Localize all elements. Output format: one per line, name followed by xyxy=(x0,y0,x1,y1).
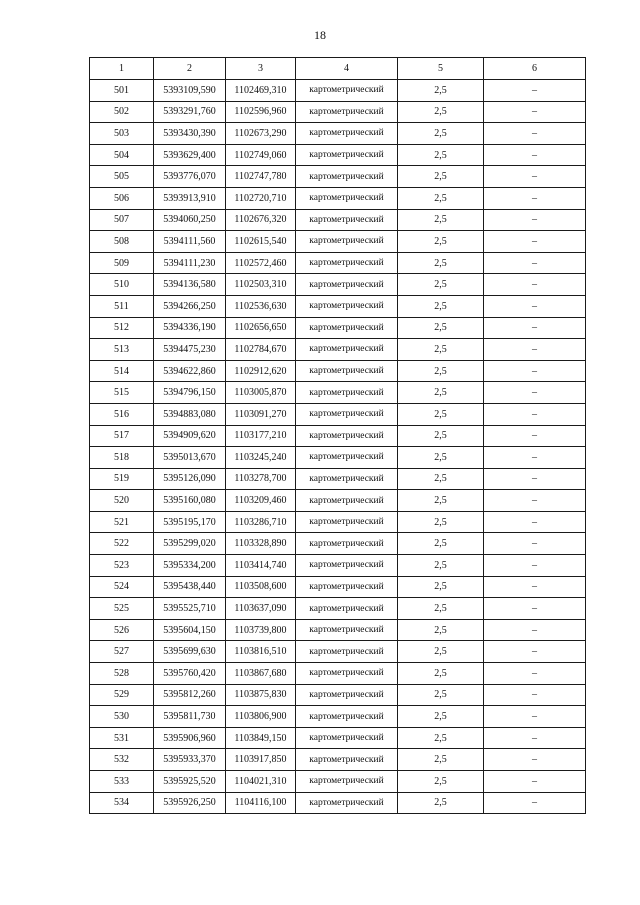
method-cell: картометрический xyxy=(296,339,398,361)
table-row xyxy=(90,468,586,490)
x-coordinate-cell: 5395195,170 xyxy=(154,511,226,533)
method-cell: картометрический xyxy=(296,295,398,317)
accuracy-cell: 2,5 xyxy=(398,317,484,339)
note-cell: – xyxy=(484,684,586,706)
header-row xyxy=(90,58,586,80)
x-coordinate-cell: 5394060,250 xyxy=(154,209,226,231)
accuracy-cell: 2,5 xyxy=(398,166,484,188)
column-header-6: 6 xyxy=(484,58,586,80)
y-coordinate-cell: 1103414,740 xyxy=(226,555,296,577)
table-row xyxy=(90,187,586,209)
method-cell: картометрический xyxy=(296,511,398,533)
y-coordinate-cell: 1104116,100 xyxy=(226,792,296,814)
x-coordinate-cell: 5395933,370 xyxy=(154,749,226,771)
y-coordinate-cell: 1102673,290 xyxy=(226,123,296,145)
method-cell: картометрический xyxy=(296,727,398,749)
accuracy-cell: 2,5 xyxy=(398,209,484,231)
table-row xyxy=(90,360,586,382)
point-number-cell: 510 xyxy=(90,274,154,296)
point-number-cell: 504 xyxy=(90,144,154,166)
note-cell: – xyxy=(484,209,586,231)
method-cell: картометрический xyxy=(296,576,398,598)
note-cell: – xyxy=(484,274,586,296)
accuracy-cell: 2,5 xyxy=(398,555,484,577)
table-row xyxy=(90,382,586,404)
y-coordinate-cell: 1103875,830 xyxy=(226,684,296,706)
note-cell: – xyxy=(484,555,586,577)
x-coordinate-cell: 5394136,580 xyxy=(154,274,226,296)
method-cell: картометрический xyxy=(296,641,398,663)
accuracy-cell: 2,5 xyxy=(398,511,484,533)
accuracy-cell: 2,5 xyxy=(398,144,484,166)
point-number-cell: 523 xyxy=(90,555,154,577)
note-cell: – xyxy=(484,166,586,188)
y-coordinate-cell: 1103209,460 xyxy=(226,490,296,512)
method-cell: картометрический xyxy=(296,771,398,793)
method-cell: картометрический xyxy=(296,706,398,728)
accuracy-cell: 2,5 xyxy=(398,576,484,598)
point-number-cell: 530 xyxy=(90,706,154,728)
accuracy-cell: 2,5 xyxy=(398,231,484,253)
point-number-cell: 513 xyxy=(90,339,154,361)
table-row xyxy=(90,209,586,231)
accuracy-cell: 2,5 xyxy=(398,425,484,447)
accuracy-cell: 2,5 xyxy=(398,619,484,641)
method-cell: картометрический xyxy=(296,403,398,425)
x-coordinate-cell: 5395926,250 xyxy=(154,792,226,814)
column-header-2: 2 xyxy=(154,58,226,80)
x-coordinate-cell: 5393629,400 xyxy=(154,144,226,166)
x-coordinate-cell: 5394111,230 xyxy=(154,252,226,274)
column-header-5: 5 xyxy=(398,58,484,80)
table-row xyxy=(90,641,586,663)
y-coordinate-cell: 1102503,310 xyxy=(226,274,296,296)
x-coordinate-cell: 5395334,200 xyxy=(154,555,226,577)
point-number-cell: 512 xyxy=(90,317,154,339)
accuracy-cell: 2,5 xyxy=(398,749,484,771)
y-coordinate-cell: 1102784,670 xyxy=(226,339,296,361)
note-cell: – xyxy=(484,425,586,447)
point-number-cell: 525 xyxy=(90,598,154,620)
note-cell: – xyxy=(484,533,586,555)
point-number-cell: 509 xyxy=(90,252,154,274)
y-coordinate-cell: 1103739,800 xyxy=(226,619,296,641)
point-number-cell: 516 xyxy=(90,403,154,425)
method-cell: картометрический xyxy=(296,80,398,102)
y-coordinate-cell: 1102749,060 xyxy=(226,144,296,166)
method-cell: картометрический xyxy=(296,663,398,685)
method-cell: картометрический xyxy=(296,101,398,123)
x-coordinate-cell: 5395906,960 xyxy=(154,727,226,749)
note-cell: – xyxy=(484,447,586,469)
x-coordinate-cell: 5393291,760 xyxy=(154,101,226,123)
table-row xyxy=(90,274,586,296)
note-cell: – xyxy=(484,641,586,663)
y-coordinate-cell: 1103849,150 xyxy=(226,727,296,749)
y-coordinate-cell: 1103005,870 xyxy=(226,382,296,404)
x-coordinate-cell: 5395438,440 xyxy=(154,576,226,598)
column-header-4: 4 xyxy=(296,58,398,80)
x-coordinate-cell: 5395811,730 xyxy=(154,706,226,728)
point-number-cell: 524 xyxy=(90,576,154,598)
note-cell: – xyxy=(484,360,586,382)
accuracy-cell: 2,5 xyxy=(398,447,484,469)
column-header-1: 1 xyxy=(90,58,154,80)
note-cell: – xyxy=(484,339,586,361)
table-row xyxy=(90,144,586,166)
point-number-cell: 515 xyxy=(90,382,154,404)
note-cell: – xyxy=(484,468,586,490)
method-cell: картометрический xyxy=(296,360,398,382)
x-coordinate-cell: 5394796,150 xyxy=(154,382,226,404)
table-row xyxy=(90,663,586,685)
y-coordinate-cell: 1102536,630 xyxy=(226,295,296,317)
accuracy-cell: 2,5 xyxy=(398,252,484,274)
table-row xyxy=(90,490,586,512)
x-coordinate-cell: 5394336,190 xyxy=(154,317,226,339)
table-row xyxy=(90,252,586,274)
y-coordinate-cell: 1103286,710 xyxy=(226,511,296,533)
coordinates-table xyxy=(89,57,586,814)
accuracy-cell: 2,5 xyxy=(398,80,484,102)
method-cell: картометрический xyxy=(296,447,398,469)
x-coordinate-cell: 5395812,260 xyxy=(154,684,226,706)
x-coordinate-cell: 5395299,020 xyxy=(154,533,226,555)
method-cell: картометрический xyxy=(296,598,398,620)
x-coordinate-cell: 5393430,390 xyxy=(154,123,226,145)
point-number-cell: 520 xyxy=(90,490,154,512)
y-coordinate-cell: 1102572,460 xyxy=(226,252,296,274)
note-cell: – xyxy=(484,317,586,339)
point-number-cell: 514 xyxy=(90,360,154,382)
y-coordinate-cell: 1102656,650 xyxy=(226,317,296,339)
table-header xyxy=(90,58,586,80)
note-cell: – xyxy=(484,727,586,749)
y-coordinate-cell: 1103508,600 xyxy=(226,576,296,598)
note-cell: – xyxy=(484,382,586,404)
table-row xyxy=(90,317,586,339)
accuracy-cell: 2,5 xyxy=(398,101,484,123)
method-cell: картометрический xyxy=(296,231,398,253)
point-number-cell: 521 xyxy=(90,511,154,533)
table-row xyxy=(90,619,586,641)
x-coordinate-cell: 5393776,070 xyxy=(154,166,226,188)
accuracy-cell: 2,5 xyxy=(398,663,484,685)
note-cell: – xyxy=(484,187,586,209)
point-number-cell: 526 xyxy=(90,619,154,641)
point-number-cell: 508 xyxy=(90,231,154,253)
table-row xyxy=(90,727,586,749)
method-cell: картометрический xyxy=(296,425,398,447)
method-cell: картометрический xyxy=(296,382,398,404)
note-cell: – xyxy=(484,749,586,771)
note-cell: – xyxy=(484,231,586,253)
x-coordinate-cell: 5394883,080 xyxy=(154,403,226,425)
table-row xyxy=(90,447,586,469)
accuracy-cell: 2,5 xyxy=(398,339,484,361)
accuracy-cell: 2,5 xyxy=(398,533,484,555)
note-cell: – xyxy=(484,706,586,728)
method-cell: картометрический xyxy=(296,187,398,209)
point-number-cell: 529 xyxy=(90,684,154,706)
note-cell: – xyxy=(484,598,586,620)
table-row xyxy=(90,231,586,253)
point-number-cell: 502 xyxy=(90,101,154,123)
y-coordinate-cell: 1103091,270 xyxy=(226,403,296,425)
x-coordinate-cell: 5394909,620 xyxy=(154,425,226,447)
x-coordinate-cell: 5395699,630 xyxy=(154,641,226,663)
point-number-cell: 534 xyxy=(90,792,154,814)
point-number-cell: 503 xyxy=(90,123,154,145)
note-cell: – xyxy=(484,101,586,123)
x-coordinate-cell: 5395604,150 xyxy=(154,619,226,641)
method-cell: картометрический xyxy=(296,619,398,641)
x-coordinate-cell: 5395760,420 xyxy=(154,663,226,685)
point-number-cell: 506 xyxy=(90,187,154,209)
method-cell: картометрический xyxy=(296,166,398,188)
accuracy-cell: 2,5 xyxy=(398,490,484,512)
y-coordinate-cell: 1103917,850 xyxy=(226,749,296,771)
y-coordinate-cell: 1103806,900 xyxy=(226,706,296,728)
y-coordinate-cell: 1103245,240 xyxy=(226,447,296,469)
method-cell: картометрический xyxy=(296,792,398,814)
point-number-cell: 511 xyxy=(90,295,154,317)
x-coordinate-cell: 5395160,080 xyxy=(154,490,226,512)
table-body xyxy=(90,80,586,814)
method-cell: картометрический xyxy=(296,123,398,145)
accuracy-cell: 2,5 xyxy=(398,123,484,145)
method-cell: картометрический xyxy=(296,274,398,296)
point-number-cell: 522 xyxy=(90,533,154,555)
table-row xyxy=(90,706,586,728)
x-coordinate-cell: 5395925,520 xyxy=(154,771,226,793)
accuracy-cell: 2,5 xyxy=(398,684,484,706)
x-coordinate-cell: 5394266,250 xyxy=(154,295,226,317)
point-number-cell: 518 xyxy=(90,447,154,469)
table-row xyxy=(90,792,586,814)
method-cell: картометрический xyxy=(296,252,398,274)
note-cell: – xyxy=(484,771,586,793)
y-coordinate-cell: 1102720,710 xyxy=(226,187,296,209)
table-row xyxy=(90,771,586,793)
x-coordinate-cell: 5393109,590 xyxy=(154,80,226,102)
y-coordinate-cell: 1103177,210 xyxy=(226,425,296,447)
y-coordinate-cell: 1103637,090 xyxy=(226,598,296,620)
note-cell: – xyxy=(484,80,586,102)
note-cell: – xyxy=(484,490,586,512)
table-row xyxy=(90,749,586,771)
table-row xyxy=(90,123,586,145)
note-cell: – xyxy=(484,123,586,145)
column-header-3: 3 xyxy=(226,58,296,80)
y-coordinate-cell: 1102912,620 xyxy=(226,360,296,382)
table-row xyxy=(90,101,586,123)
y-coordinate-cell: 1103328,890 xyxy=(226,533,296,555)
note-cell: – xyxy=(484,511,586,533)
method-cell: картометрический xyxy=(296,749,398,771)
table-row xyxy=(90,403,586,425)
y-coordinate-cell: 1102615,540 xyxy=(226,231,296,253)
table-row xyxy=(90,598,586,620)
note-cell: – xyxy=(484,792,586,814)
method-cell: картометрический xyxy=(296,490,398,512)
point-number-cell: 507 xyxy=(90,209,154,231)
accuracy-cell: 2,5 xyxy=(398,295,484,317)
table-row xyxy=(90,425,586,447)
y-coordinate-cell: 1102469,310 xyxy=(226,80,296,102)
method-cell: картометрический xyxy=(296,317,398,339)
table-row xyxy=(90,511,586,533)
table-row xyxy=(90,166,586,188)
accuracy-cell: 2,5 xyxy=(398,771,484,793)
point-number-cell: 527 xyxy=(90,641,154,663)
note-cell: – xyxy=(484,663,586,685)
point-number-cell: 505 xyxy=(90,166,154,188)
point-number-cell: 517 xyxy=(90,425,154,447)
y-coordinate-cell: 1103867,680 xyxy=(226,663,296,685)
table-row xyxy=(90,576,586,598)
note-cell: – xyxy=(484,576,586,598)
method-cell: картометрический xyxy=(296,468,398,490)
accuracy-cell: 2,5 xyxy=(398,403,484,425)
method-cell: картометрический xyxy=(296,533,398,555)
y-coordinate-cell: 1102676,320 xyxy=(226,209,296,231)
y-coordinate-cell: 1104021,310 xyxy=(226,771,296,793)
accuracy-cell: 2,5 xyxy=(398,187,484,209)
x-coordinate-cell: 5393913,910 xyxy=(154,187,226,209)
page-number: 18 xyxy=(314,28,326,42)
table-row xyxy=(90,80,586,102)
note-cell: – xyxy=(484,619,586,641)
point-number-cell: 531 xyxy=(90,727,154,749)
accuracy-cell: 2,5 xyxy=(398,468,484,490)
note-cell: – xyxy=(484,144,586,166)
note-cell: – xyxy=(484,252,586,274)
point-number-cell: 501 xyxy=(90,80,154,102)
table-row xyxy=(90,339,586,361)
y-coordinate-cell: 1102747,780 xyxy=(226,166,296,188)
method-cell: картометрический xyxy=(296,684,398,706)
accuracy-cell: 2,5 xyxy=(398,792,484,814)
accuracy-cell: 2,5 xyxy=(398,706,484,728)
table-row xyxy=(90,295,586,317)
point-number-cell: 532 xyxy=(90,749,154,771)
x-coordinate-cell: 5394111,560 xyxy=(154,231,226,253)
method-cell: картометрический xyxy=(296,209,398,231)
y-coordinate-cell: 1103278,700 xyxy=(226,468,296,490)
accuracy-cell: 2,5 xyxy=(398,360,484,382)
point-number-cell: 533 xyxy=(90,771,154,793)
x-coordinate-cell: 5394475,230 xyxy=(154,339,226,361)
accuracy-cell: 2,5 xyxy=(398,274,484,296)
note-cell: – xyxy=(484,295,586,317)
accuracy-cell: 2,5 xyxy=(398,727,484,749)
x-coordinate-cell: 5395525,710 xyxy=(154,598,226,620)
x-coordinate-cell: 5395013,670 xyxy=(154,447,226,469)
accuracy-cell: 2,5 xyxy=(398,641,484,663)
y-coordinate-cell: 1102596,960 xyxy=(226,101,296,123)
accuracy-cell: 2,5 xyxy=(398,598,484,620)
y-coordinate-cell: 1103816,510 xyxy=(226,641,296,663)
table-row xyxy=(90,533,586,555)
x-coordinate-cell: 5395126,090 xyxy=(154,468,226,490)
accuracy-cell: 2,5 xyxy=(398,382,484,404)
point-number-cell: 519 xyxy=(90,468,154,490)
x-coordinate-cell: 5394622,860 xyxy=(154,360,226,382)
method-cell: картометрический xyxy=(296,144,398,166)
note-cell: – xyxy=(484,403,586,425)
point-number-cell: 528 xyxy=(90,663,154,685)
table-row xyxy=(90,555,586,577)
table-row xyxy=(90,684,586,706)
method-cell: картометрический xyxy=(296,555,398,577)
